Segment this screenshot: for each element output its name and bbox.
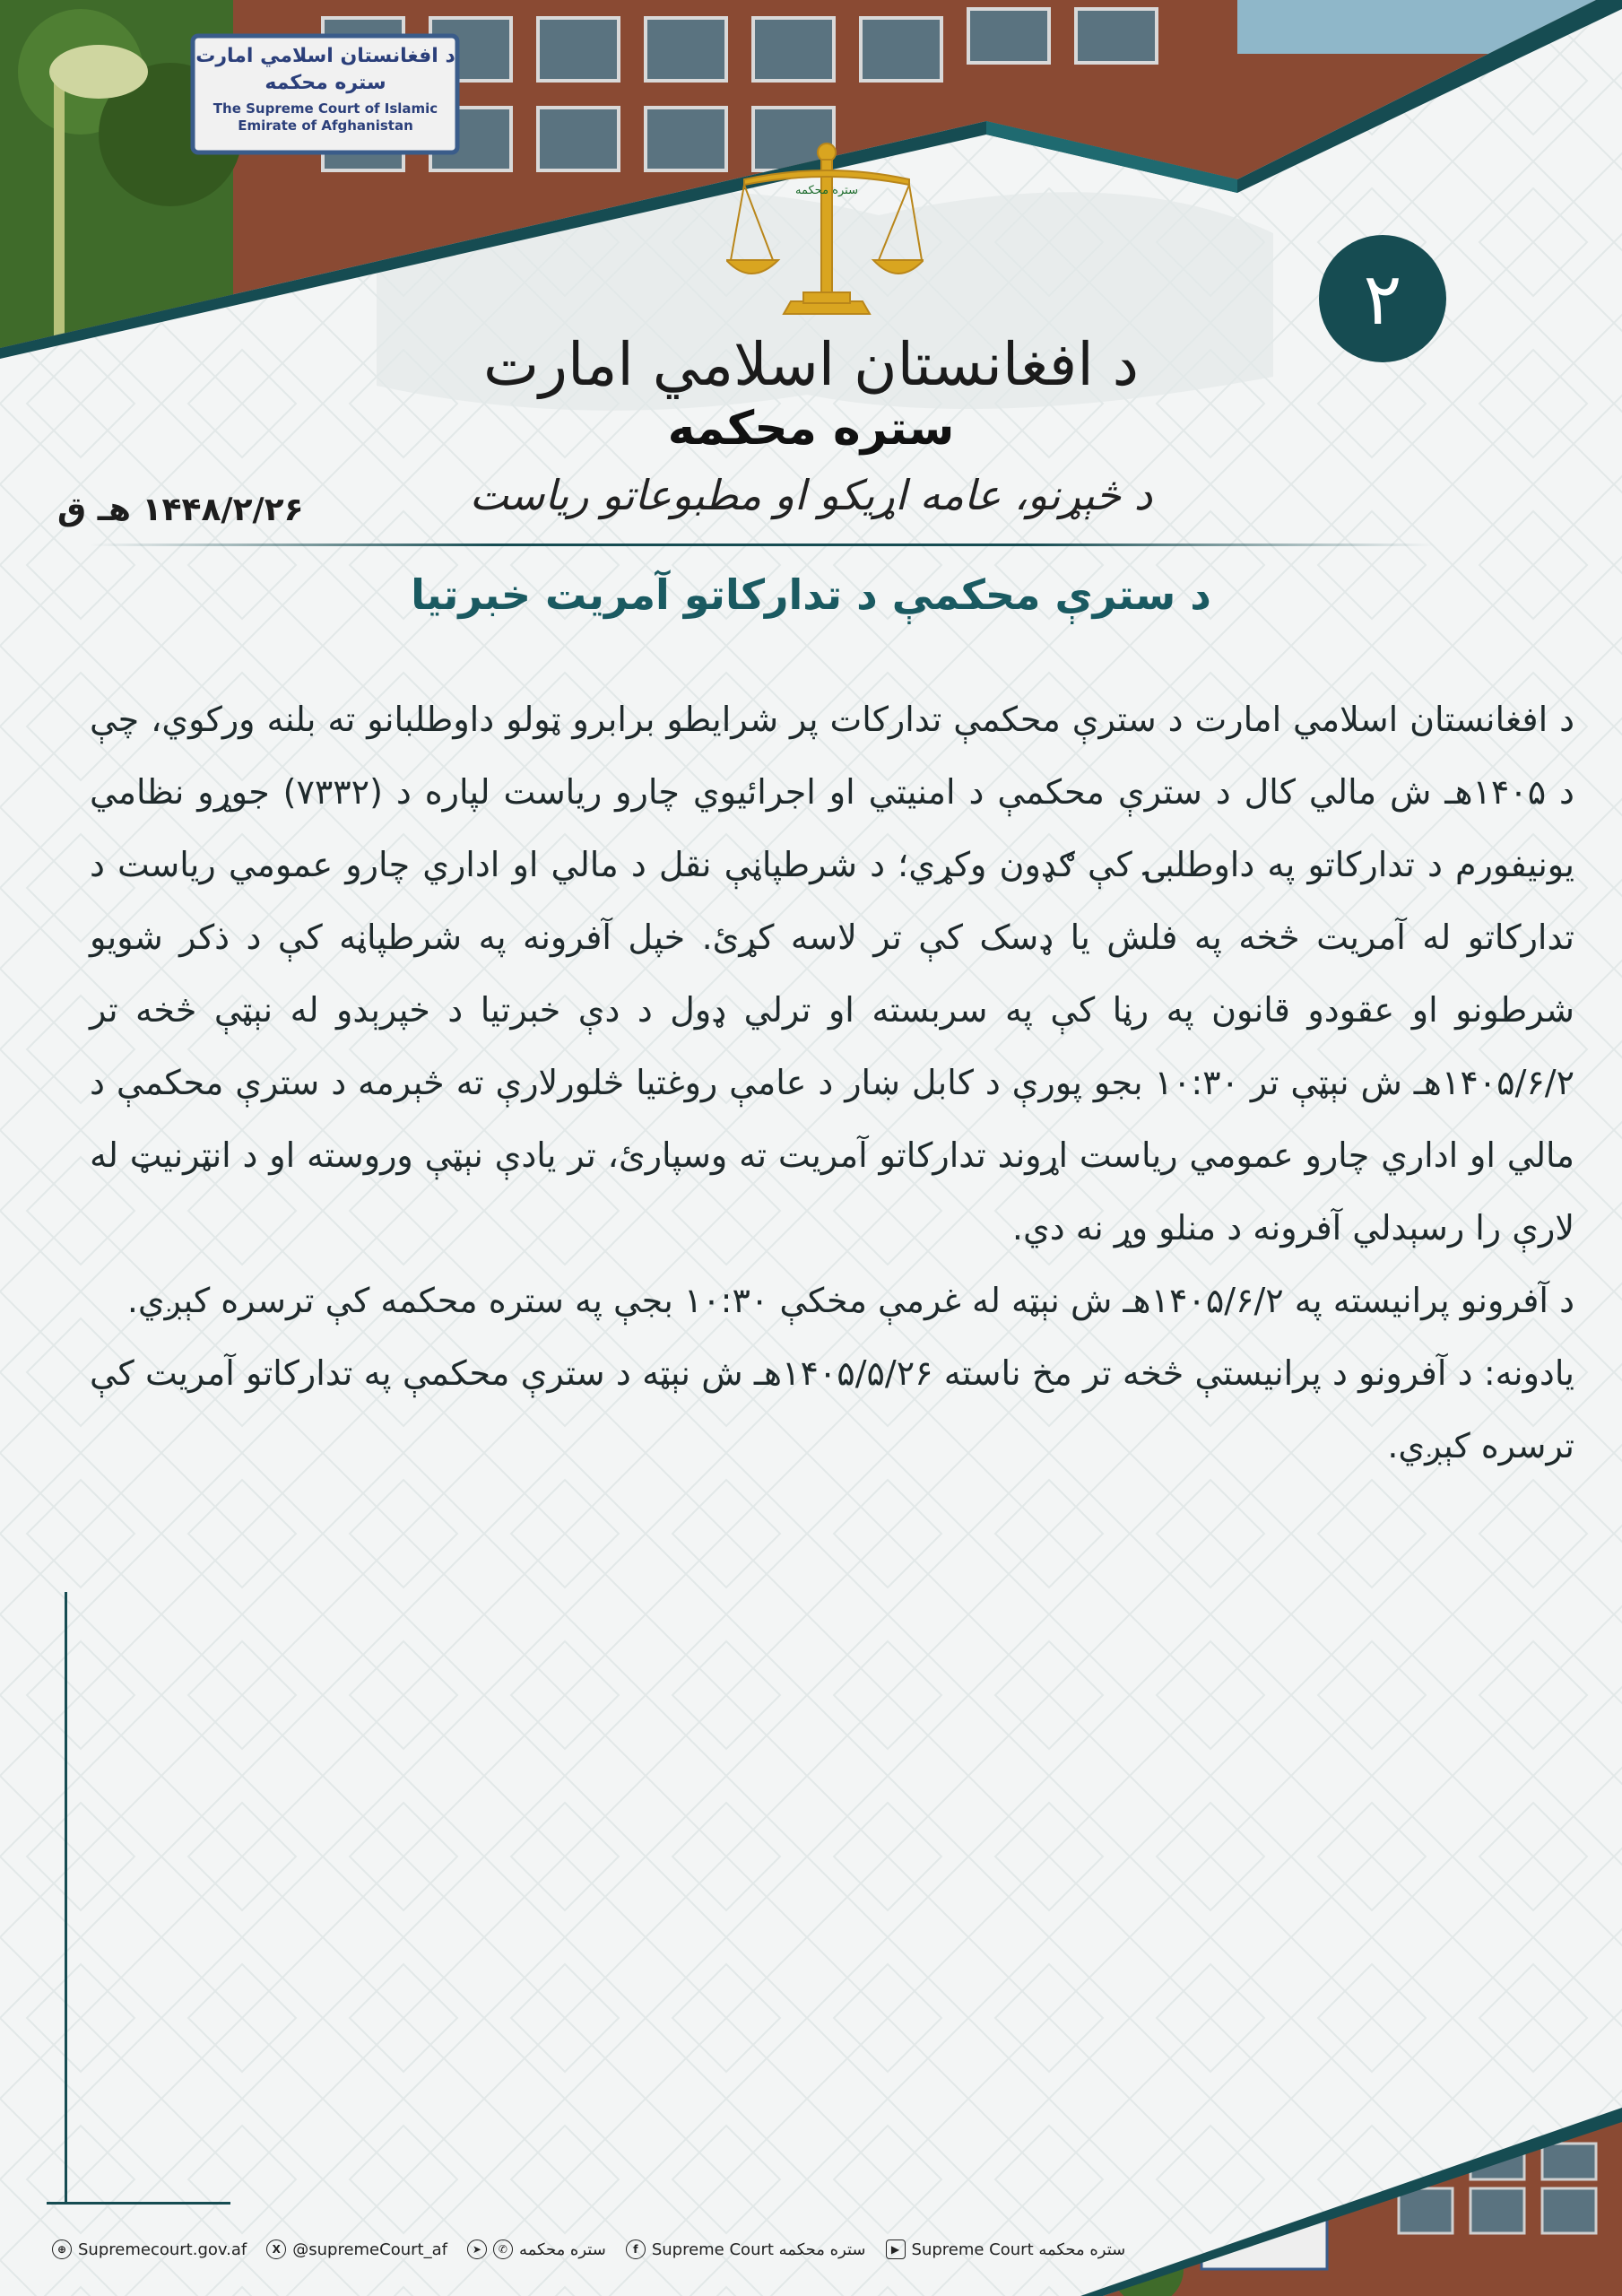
- whatsapp-icon: ✆: [493, 2239, 513, 2259]
- footer-website-text: Supremecourt.gov.af: [78, 2239, 247, 2259]
- emirate-title: د افغانستان اسلامي امارت: [482, 330, 1140, 399]
- court-title: ستره محکمه: [667, 402, 955, 456]
- footer-facebook[interactable]: [626, 2239, 866, 2259]
- footer-telegram-whatsapp[interactable]: [467, 2239, 606, 2259]
- announcement-body: [90, 683, 1574, 1483]
- footer-links: [52, 2233, 1125, 2266]
- court-sign: [195, 39, 455, 147]
- body-paragraph-1: د افغانستان اسلامي امارت د سترې محکمې تدارکات پر شرایطو برابرو ټولو داوطلبانو ته بلنه ورکوي، چې د ۱۴۰۵هـ ش مالي کال د سترې محکمې د امنیتي او اجرائیوي چارو ریاست لپاره د (۷۳۳۲) جوړو نظامي یونیفورم د تدارکاتو په داوطلبۍ کې ګډون وکړي؛ د شرطپاڼې نقل د مالي او اداري چارو عمومي ریاست د تدارکاتو له آمریت څخه په فلش یا ډسک کې تر لاسه کړئ. خپل آفرونه په شرطپاڼه کې د ذکر شویو شرطونو او عقودو قانون په رڼا کې په سربسته او ترلي ډول د دې خبرتیا د خپرېدو له نېټې څخه تر ۱۴۰۵/۶/۲هـ ش نېټې تر ۱۰:۳۰ بجو پورې د کابل ښار د عامې روغتیا څلورلارې ته څېرمه د سترې محکمې د مالي او اداري چارو عمومي ریاست اړوند تدارکاتو آمریت ته وسپارئ، تر یادې نېټې وروسته او د انټرنیټ له لارې را رسېدلي آفرونه د منلو وړ نه دي.: [90, 700, 1574, 1248]
- sign-text-english: The Supreme Court of Islamic Emirate of Afghanistan: [213, 100, 438, 134]
- footer-facebook-text: Supreme Court ستره محکمه: [651, 2239, 866, 2259]
- footer-telegram-text: ستره محکمه: [518, 2239, 606, 2259]
- footer-youtube[interactable]: [886, 2239, 1126, 2259]
- footer-youtube-text: Supreme Court ستره محکمه: [911, 2239, 1126, 2259]
- issue-date: ۱۴۴۸/۲/۲۶ هـ ق: [57, 491, 304, 528]
- scales-of-justice-icon: [726, 135, 924, 323]
- department-title: د څېړنو، عامه اړیکو او مطبوعاتو ریاست: [469, 471, 1153, 519]
- emblem-label: ستره محکمه: [795, 184, 858, 197]
- body-paragraph-3: یادونه: د آفرونو د پرانیستې څخه تر مخ ناسته ۱۴۰۵/۵/۲۶هـ ش نېټه د سترې محکمې په تدارکاتو آمریت کې ترسره کېږي.: [90, 1353, 1574, 1465]
- x-logo-icon: X: [266, 2239, 286, 2259]
- footer-website[interactable]: [52, 2239, 247, 2259]
- youtube-icon: ▶: [886, 2239, 906, 2259]
- sign-text-pashto: د افغانستان اسلامي امارت ستره محکمه: [195, 45, 455, 94]
- badge-number: ۲: [1363, 257, 1402, 341]
- number-badge: [1319, 235, 1446, 362]
- header-divider: [90, 544, 1435, 546]
- body-paragraph-2: د آفرونو پرانیسته په ۱۴۰۵/۶/۲هـ ش نېټه له غرمې مخکې ۱۰:۳۰ بجې په ستره محکمه کې ترسره کېږي.: [126, 1281, 1574, 1320]
- globe-icon: ⊕: [52, 2239, 72, 2259]
- facebook-icon: f: [626, 2239, 646, 2259]
- footer-x[interactable]: [266, 2239, 447, 2259]
- telegram-icon: ➤: [467, 2239, 487, 2259]
- announcement-headline: د سترې محکمې د تدارکاتو آمریت خبرتیا: [411, 570, 1211, 619]
- footer-x-text: @supremeCourt_af: [292, 2239, 447, 2259]
